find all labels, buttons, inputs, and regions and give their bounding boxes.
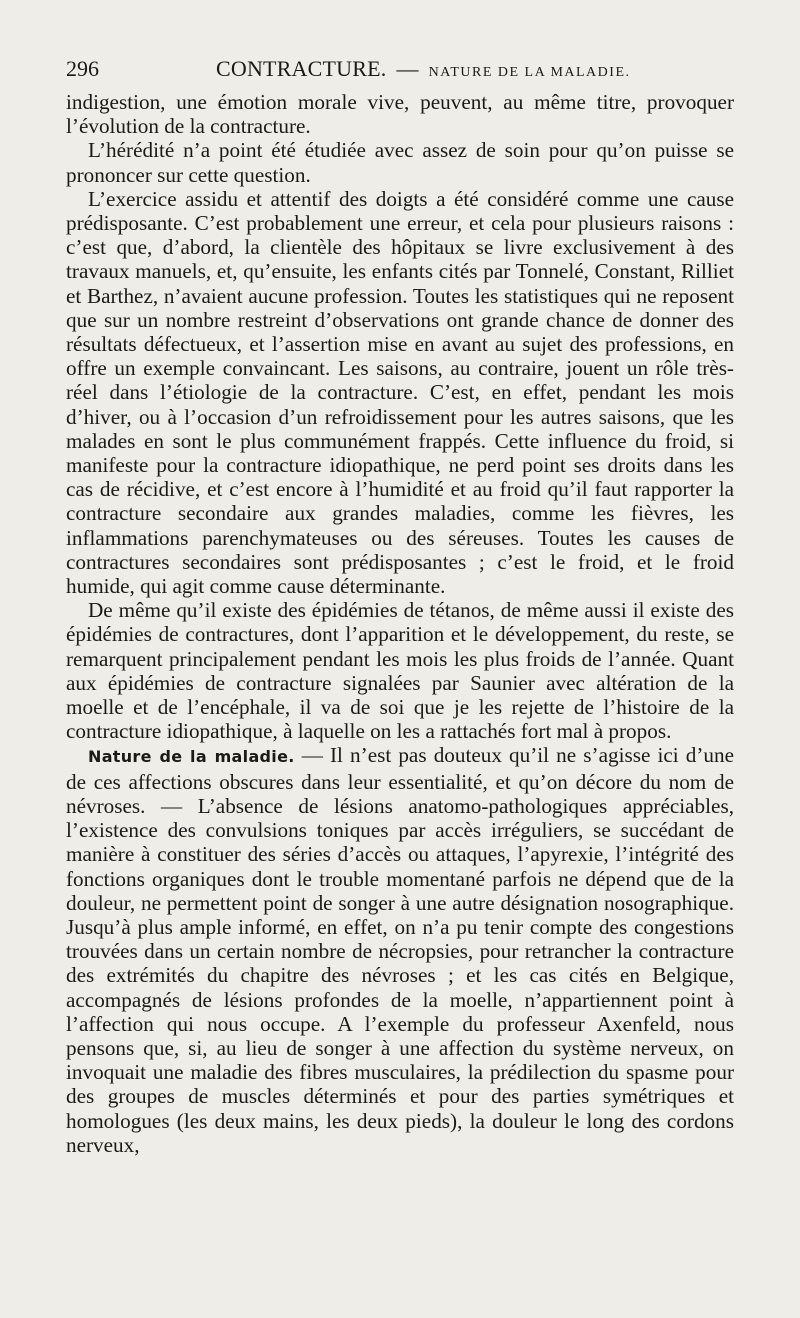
paragraph-exercise: L’exercice assidu et attentif des doigts a été considéré comme une cause prédisposante. C’est probablement une erreur, et cela pour plusieurs raisons : c’est que, d’abord, la clientèle des hôpitaux se livre exclusivement à des travaux manuels, et, qu’ensuite, les enfants cités par Tonnelé, Constant, Rilliet et Barthez, n’avaient aucune profession. Toutes les statistiques qui ne reposent que sur un nombre restreint d’observations ont grande chance de donner des résultats défectueux, et l’assertion mise en avant au sujet des professions, en offre un exemple convaincant. Les saisons, au contraire, jouent un rôle très-réel dans l’étiologie de la contracture. C’est, en effet, pendant les mois d’hiver, ou à l’occasion d’un refroidissement pour les autres saisons, que les malades en sont le plus communément frappés. Cette influence du froid, si manifeste pour la contracture idiopathique, ne perd point ses droits dans les cas de récidive, et c’est encore à l’humidité et au froid qu’il faut rapporter la contracture secondaire aux grandes maladies, comme les fièvres, les inflammations parenchymateuses ou des séreuses. Toutes les causes de contractures secondaires sont prédisposantes ; c’est le froid, et le froid humide, qui agit comme cause déterminante.	[66, 186, 734, 599]
running-head	[216, 56, 631, 82]
page-header	[66, 56, 734, 84]
paragraph-nature	[66, 743, 734, 1156]
running-title: CONTRACTURE.	[216, 56, 387, 81]
running-subtitle: NATURE DE LA MALADIE.	[428, 65, 631, 80]
section-text: — Il n’est pas douteux qu’il ne s’agisse ici d’une de ces affections obscures dans leur essentialité, et qu’on décore du nom de névroses. — L’absence de lésions anatomo-pathologiques appréciables, l’existence des convulsions toniques par accès irréguliers, se succédant de manière à constituer des séries d’accès ou attaques, l’apyrexie, l’intégrité des fonctions organiques dont le trouble momentané parfois ne dépend que de la douleur, ne permettent point de songer à une autre désignation nosographique. Jusqu’à plus ample informé, en effet, on n’a pu tenir compte des congestions trouvées dans un certain nombre de nécropsies, pour retrancher la contracture des extrémités du chapitre des névroses ; et les cas cités en Belgique, accompagnés de lésions profondes de la moelle, n’appartiennent point à l’affection qui nous occupe. A l’exemple du professeur Axenfeld, nous pensons que, si, au lieu de songer à une affection du système nerveux, on invoquait une maladie des fibres musculaires, la prédilection du spasme pour des groupes de muscles déterminés et pour des parties symétriques et homologues (les deux mains, les deux pieds), la douleur le long des cordons nerveux,	[66, 743, 734, 1157]
paragraph-heredity: L’hérédité n’a point été étudiée avec assez de soin pour qu’on puisse se prononcer sur cette question.	[66, 138, 734, 187]
paragraph-epidemics: De même qu’il existe des épidémies de tétanos, de même aussi il existe des épidémies de contractures, dont l’apparition et le développement, du reste, se remarquent principalement pendant les mois les plus froids de l’année. Quant aux épidémies de contracture signalées par Saunier avec altération de la moelle et de l’encéphale, il va de soi que je les rejette de l’histoire de la contracture idiopathique, à laquelle on les a rattachés fort mal à propos.	[66, 598, 734, 744]
section-heading: Nature de la maladie.	[88, 747, 295, 767]
page-body	[66, 90, 734, 1157]
running-separator: —	[396, 56, 419, 81]
paragraph-continuation: indigestion, une émotion morale vive, peuvent, au même titre, provoquer l’évolution de la contracture.	[66, 90, 734, 139]
page-number: 296	[66, 56, 99, 81]
